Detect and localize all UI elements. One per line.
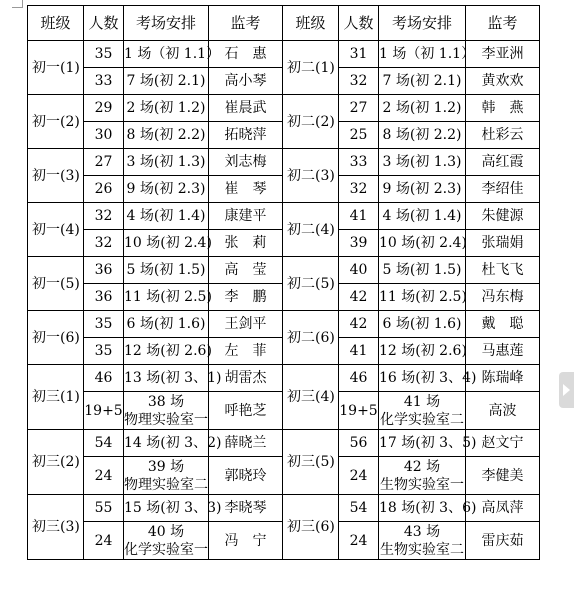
count-cell-right: 31 <box>339 41 379 68</box>
room-cell-right: 7 场(初 2.1) <box>379 68 466 95</box>
proctor-cell-left: 李晓琴 <box>209 495 283 522</box>
count-cell-right: 32 <box>339 176 379 203</box>
room-cell-right: 6 场(初 1.6) <box>379 311 466 338</box>
room-cell-right <box>379 522 466 560</box>
proctor-cell-right: 朱健源 <box>466 203 540 230</box>
count-cell-right: 24 <box>339 457 379 495</box>
count-cell-right: 19+5 <box>339 392 379 430</box>
room-cell-left: 10 场(初 2.4) <box>124 230 209 257</box>
count-cell-right: 24 <box>339 522 379 560</box>
class-cell-left: 初三(3) <box>28 495 84 560</box>
proctor-cell-right: 赵文宁 <box>466 430 540 457</box>
proctor-cell-left: 李 鹏 <box>209 284 283 311</box>
room-cell-right: 10 场(初 2.4) <box>379 230 466 257</box>
proctor-cell-left: 康建平 <box>209 203 283 230</box>
table-body <box>28 6 540 560</box>
table-row <box>28 495 540 522</box>
room-cell-right-line-2: 生物实验室二 <box>380 541 464 558</box>
proctor-cell-right: 韩 燕 <box>466 95 540 122</box>
class-cell-right: 初二(4) <box>283 203 339 257</box>
count-cell-right: 54 <box>339 495 379 522</box>
room-cell-left: 1 场（初 1.1） <box>124 41 209 68</box>
header-count-right: 人数 <box>339 6 379 41</box>
count-cell-left: 55 <box>84 495 124 522</box>
room-cell-left-line-2: 化学实验室一 <box>124 541 208 558</box>
proctor-cell-right: 李健美 <box>466 457 540 495</box>
class-cell-left: 初一(3) <box>28 149 84 203</box>
count-cell-right: 33 <box>339 149 379 176</box>
room-cell-right: 16 场(初 3、4) <box>379 365 466 392</box>
proctor-cell-right: 高凤萍 <box>466 495 540 522</box>
proctor-cell-left: 刘志梅 <box>209 149 283 176</box>
header-row <box>28 6 540 41</box>
class-cell-right: 初三(5) <box>283 430 339 495</box>
class-cell-left: 初三(2) <box>28 430 84 495</box>
header-class-right: 班级 <box>283 6 339 41</box>
count-cell-right: 32 <box>339 68 379 95</box>
room-cell-left: 12 场(初 2.6) <box>124 338 209 365</box>
room-cell-left: 9 场(初 2.3) <box>124 176 209 203</box>
count-cell-left: 54 <box>84 430 124 457</box>
count-cell-right: 25 <box>339 122 379 149</box>
room-cell-left <box>124 457 209 495</box>
class-cell-left: 初一(5) <box>28 257 84 311</box>
count-cell-left: 26 <box>84 176 124 203</box>
proctor-cell-left: 左 菲 <box>209 338 283 365</box>
room-cell-left-line-2: 物理实验室二 <box>124 476 208 493</box>
proctor-cell-left: 崔晨武 <box>209 95 283 122</box>
proctor-cell-left: 胡雷杰 <box>209 365 283 392</box>
proctor-cell-left: 高 莹 <box>209 257 283 284</box>
class-cell-left: 初一(4) <box>28 203 84 257</box>
proctor-cell-left: 呼艳芝 <box>209 392 283 430</box>
table-row <box>28 41 540 68</box>
table-row <box>28 365 540 392</box>
room-cell-left-line-1: 39 场 <box>147 458 185 475</box>
proctor-cell-right: 高红霞 <box>466 149 540 176</box>
count-cell-left: 35 <box>84 338 124 365</box>
proctor-cell-left: 拓晓萍 <box>209 122 283 149</box>
count-cell-right: 39 <box>339 230 379 257</box>
room-cell-left: 5 场(初 1.5) <box>124 257 209 284</box>
class-cell-right: 初二(3) <box>283 149 339 203</box>
room-cell-left-line-2: 物理实验室一 <box>124 411 208 428</box>
count-cell-left: 19+5 <box>84 392 124 430</box>
count-cell-left: 35 <box>84 311 124 338</box>
count-cell-left: 32 <box>84 203 124 230</box>
proctor-cell-left: 崔 琴 <box>209 176 283 203</box>
proctor-cell-left: 郭晓玲 <box>209 457 283 495</box>
room-cell-right: 9 场(初 2.3) <box>379 176 466 203</box>
room-cell-right: 11 场(初 2.5) <box>379 284 466 311</box>
count-cell-right: 42 <box>339 284 379 311</box>
count-cell-left: 36 <box>84 284 124 311</box>
count-cell-left: 29 <box>84 95 124 122</box>
table-row <box>28 95 540 122</box>
count-cell-right: 46 <box>339 365 379 392</box>
room-cell-left: 15 场(初 3、3) <box>124 495 209 522</box>
class-cell-left: 初一(2) <box>28 95 84 149</box>
room-cell-right: 17 场(初 3、5) <box>379 430 466 457</box>
room-cell-right-line-2: 生物实验室一 <box>380 476 464 493</box>
room-cell-right-line-1: 43 场 <box>403 523 441 540</box>
room-cell-left: 11 场(初 2.5) <box>124 284 209 311</box>
proctor-cell-right: 杜彩云 <box>466 122 540 149</box>
count-cell-right: 27 <box>339 95 379 122</box>
page-corner-mark <box>12 0 23 8</box>
header-count-left: 人数 <box>84 6 124 41</box>
room-cell-right: 18 场(初 3、6) <box>379 495 466 522</box>
header-room-left: 考场安排 <box>124 6 209 41</box>
proctor-cell-left: 冯 宁 <box>209 522 283 560</box>
room-cell-right: 8 场(初 2.2) <box>379 122 466 149</box>
count-cell-left: 35 <box>84 41 124 68</box>
class-cell-right: 初二(2) <box>283 95 339 149</box>
room-cell-right: 4 场(初 1.4) <box>379 203 466 230</box>
table-row <box>28 257 540 284</box>
proctor-cell-right: 高波 <box>466 392 540 430</box>
room-cell-left: 4 场(初 1.4) <box>124 203 209 230</box>
class-cell-right: 初三(6) <box>283 495 339 560</box>
count-cell-right: 40 <box>339 257 379 284</box>
proctor-cell-left: 高小琴 <box>209 68 283 95</box>
proctor-cell-left: 张 莉 <box>209 230 283 257</box>
proctor-cell-right: 杜飞飞 <box>466 257 540 284</box>
count-cell-left: 27 <box>84 149 124 176</box>
count-cell-left: 46 <box>84 365 124 392</box>
class-cell-right: 初二(5) <box>283 257 339 311</box>
proctor-cell-left: 薛晓兰 <box>209 430 283 457</box>
count-cell-left: 36 <box>84 257 124 284</box>
table-row <box>28 430 540 457</box>
count-cell-right: 56 <box>339 430 379 457</box>
count-cell-left: 24 <box>84 522 124 560</box>
count-cell-right: 41 <box>339 338 379 365</box>
class-cell-left: 初三(1) <box>28 365 84 430</box>
class-cell-left: 初一(1) <box>28 41 84 95</box>
proctor-cell-right: 雷庆茹 <box>466 522 540 560</box>
room-cell-right: 12 场(初 2.6) <box>379 338 466 365</box>
count-cell-left: 24 <box>84 457 124 495</box>
side-scroll-tab[interactable] <box>559 372 574 408</box>
proctor-cell-left: 王剑平 <box>209 311 283 338</box>
room-cell-right <box>379 457 466 495</box>
proctor-cell-right: 戴 聪 <box>466 311 540 338</box>
table-row <box>28 149 540 176</box>
room-cell-right-line-2: 化学实验室二 <box>380 411 464 428</box>
room-cell-right: 3 场(初 1.3) <box>379 149 466 176</box>
room-cell-left <box>124 522 209 560</box>
room-cell-left-line-1: 40 场 <box>147 523 185 540</box>
count-cell-left: 33 <box>84 68 124 95</box>
count-cell-right: 41 <box>339 203 379 230</box>
room-cell-right: 2 场(初 1.2) <box>379 95 466 122</box>
proctor-cell-right: 陈瑞峰 <box>466 365 540 392</box>
room-cell-left: 13 场(初 3、1) <box>124 365 209 392</box>
proctor-cell-right: 张瑞娟 <box>466 230 540 257</box>
proctor-cell-left: 石 惠 <box>209 41 283 68</box>
proctor-cell-right: 黄欢欢 <box>466 68 540 95</box>
header-class-left: 班级 <box>28 6 84 41</box>
class-cell-left: 初一(6) <box>28 311 84 365</box>
room-cell-right-line-1: 41 场 <box>403 393 441 410</box>
header-room-right: 考场安排 <box>379 6 466 41</box>
room-cell-right-line-1: 42 场 <box>403 458 441 475</box>
proctor-cell-right: 李亚洲 <box>466 41 540 68</box>
room-cell-left: 8 场(初 2.2) <box>124 122 209 149</box>
room-cell-right: 5 场(初 1.5) <box>379 257 466 284</box>
exam-room-table <box>27 5 540 560</box>
room-cell-left-line-1: 38 场 <box>147 393 185 410</box>
class-cell-right: 初二(1) <box>283 41 339 95</box>
count-cell-right: 42 <box>339 311 379 338</box>
room-cell-left: 7 场(初 2.1) <box>124 68 209 95</box>
room-cell-right <box>379 392 466 430</box>
room-cell-left <box>124 392 209 430</box>
proctor-cell-right: 马惠莲 <box>466 338 540 365</box>
room-cell-left: 14 场(初 3、2) <box>124 430 209 457</box>
header-proctor-left: 监考 <box>209 6 283 41</box>
room-cell-left: 6 场(初 1.6) <box>124 311 209 338</box>
room-cell-left: 3 场(初 1.3) <box>124 149 209 176</box>
class-cell-right: 初二(6) <box>283 311 339 365</box>
proctor-cell-right: 李绍佳 <box>466 176 540 203</box>
proctor-cell-right: 冯东梅 <box>466 284 540 311</box>
room-cell-right: 1 场（初 1.1） <box>379 41 466 68</box>
class-cell-right: 初三(4) <box>283 365 339 430</box>
count-cell-left: 30 <box>84 122 124 149</box>
header-proctor-right: 监考 <box>466 6 540 41</box>
table-row <box>28 311 540 338</box>
room-cell-left: 2 场(初 1.2) <box>124 95 209 122</box>
table-row <box>28 203 540 230</box>
count-cell-left: 32 <box>84 230 124 257</box>
